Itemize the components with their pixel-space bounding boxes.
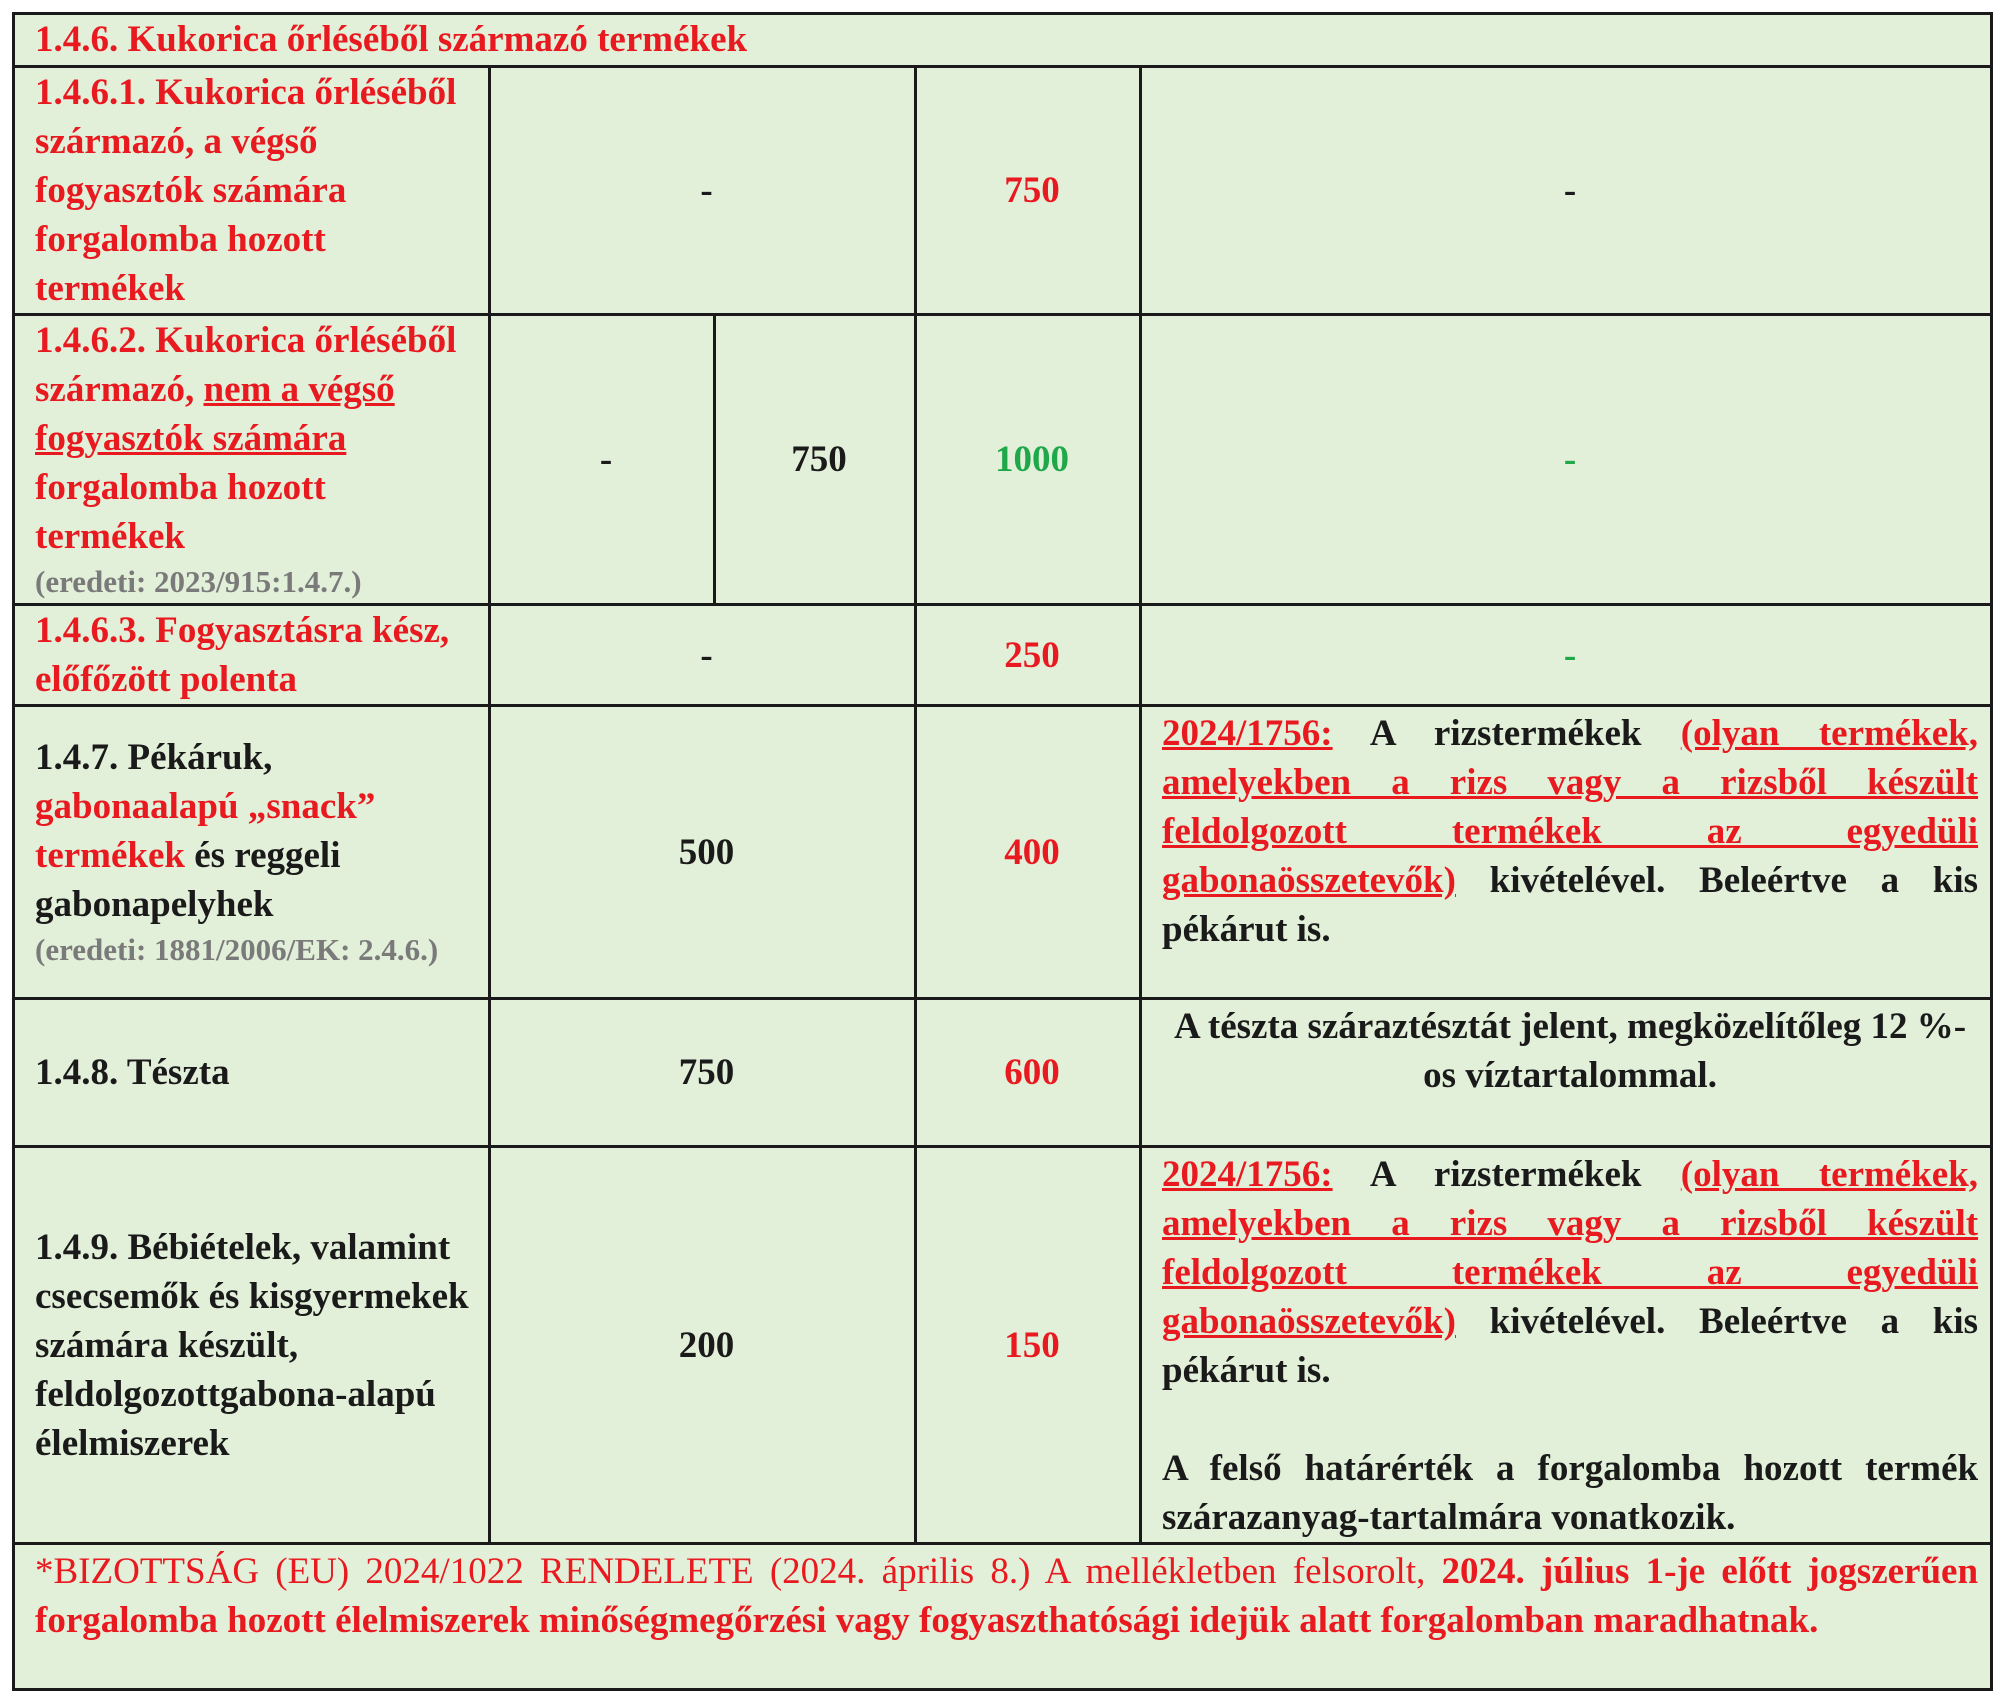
value-cell-c: 750 xyxy=(916,67,1141,315)
table-row xyxy=(14,1147,1992,1544)
note-cell: A tészta száraztésztát jelent, megközelítőleg 12 %-os víztartalommal. xyxy=(1141,999,1992,1147)
note-extra: A felső határérték a forgalomba hozott termék szárazanyag-tartalmára vonatkozik. xyxy=(1162,1448,1979,1538)
row-label-part3: és reggeli gabonapelyhek xyxy=(35,835,341,925)
value-cell-a: 500 xyxy=(490,706,916,999)
footnote-bold: 2024. július 1-je előtt jogszerűen forgalomba hozott élelmiszerek minőségmegőrzési vagy fogyaszthatósági idejük alatt forgalomban maradhatnak. xyxy=(35,1551,1979,1641)
row-label xyxy=(14,315,490,605)
value-cell-c: 150 xyxy=(916,1147,1141,1544)
note-text-1: A rizstermékek xyxy=(1332,713,1681,754)
row-label: 1.4.6.1. Kukorica őrléséből származó, a végső fogyasztók számára forgalomba hozott termékek xyxy=(14,67,490,315)
footnote-part1: *BIZOTTSÁG (EU) 2024/1022 RENDELETE (2024. április 8.) A mellékletben felsorolt, xyxy=(35,1551,1442,1592)
note-text-1: A rizstermékek xyxy=(1332,1154,1681,1195)
row-label: 1.4.8. Tészta xyxy=(14,999,490,1147)
note-reference: 2024/1756: xyxy=(1162,713,1333,754)
value-cell-a: 750 xyxy=(490,999,916,1147)
row-label xyxy=(14,706,490,999)
note-cell: - xyxy=(1141,67,1992,315)
origin-reference: (eredeti: 1881/2006/EK: 2.4.6.) xyxy=(35,932,439,967)
note-red-text: (olyan termékek, amelyekben a rizs vagy a rizsből készült feldolgozott termékek az egyedüli gabonaösszetevők) xyxy=(1162,1154,1979,1342)
note-reference: 2024/1756: xyxy=(1162,1154,1333,1195)
row-label-part1: 1.4.6.2. Kukorica őrléséből származó, xyxy=(35,320,457,410)
value-cell-c: 600 xyxy=(916,999,1141,1147)
value-cell-a: - xyxy=(490,605,916,706)
note-cell: - xyxy=(1141,605,1992,706)
regulation-table-wrapper xyxy=(12,12,1993,1691)
row-label-part3: forgalomba hozott termékek xyxy=(35,467,326,557)
value-cell-a: 200 xyxy=(490,1147,916,1544)
footnote-row xyxy=(14,1544,1992,1690)
row-label: 1.4.6.3. Fogyasztásra kész, előfőzött polenta xyxy=(14,605,490,706)
section-title: 1.4.6. Kukorica őrléséből származó termékek xyxy=(14,14,1992,67)
table-row xyxy=(14,605,1992,706)
table-row xyxy=(14,67,1992,315)
value-cell-c: 1000 xyxy=(916,315,1141,605)
regulation-table xyxy=(12,12,1993,1691)
note-text-2: kivételével. Beleértve a kis pékárut is. xyxy=(1162,860,1979,950)
note-red-text: (olyan termékek, amelyekben a rizs vagy a rizsből készült feldolgozott termékek az egyedüli gabonaösszetevők) xyxy=(1162,713,1979,901)
row-label: 1.4.9. Bébiételek, valamint csecsemők és kisgyermekek számára készült, feldolgozottgabona-alapú élelmiszerek xyxy=(14,1147,490,1544)
note-text-2: kivételével. Beleértve a kis pékárut is. xyxy=(1162,1301,1979,1391)
note-cell: - xyxy=(1141,315,1992,605)
footnote xyxy=(14,1544,1992,1690)
origin-reference: (eredeti: 2023/915:1.4.7.) xyxy=(35,564,362,599)
row-label-underlined: nem a végső fogyasztók számára xyxy=(35,369,395,459)
value-cell-a: - xyxy=(490,315,715,605)
note-cell xyxy=(1141,1147,1992,1544)
table-title-row xyxy=(14,14,1992,67)
value-cell-b: 750 xyxy=(715,315,916,605)
table-row xyxy=(14,706,1992,999)
row-label-part1: 1.4.7. Pékáruk, xyxy=(35,737,273,778)
value-cell-c: 250 xyxy=(916,605,1141,706)
value-cell-c: 400 xyxy=(916,706,1141,999)
row-label-red: gabonaalapú „snack” termékek xyxy=(35,786,376,876)
value-cell-a: - xyxy=(490,67,916,315)
table-row xyxy=(14,999,1992,1147)
table-row xyxy=(14,315,1992,605)
note-cell xyxy=(1141,706,1992,999)
